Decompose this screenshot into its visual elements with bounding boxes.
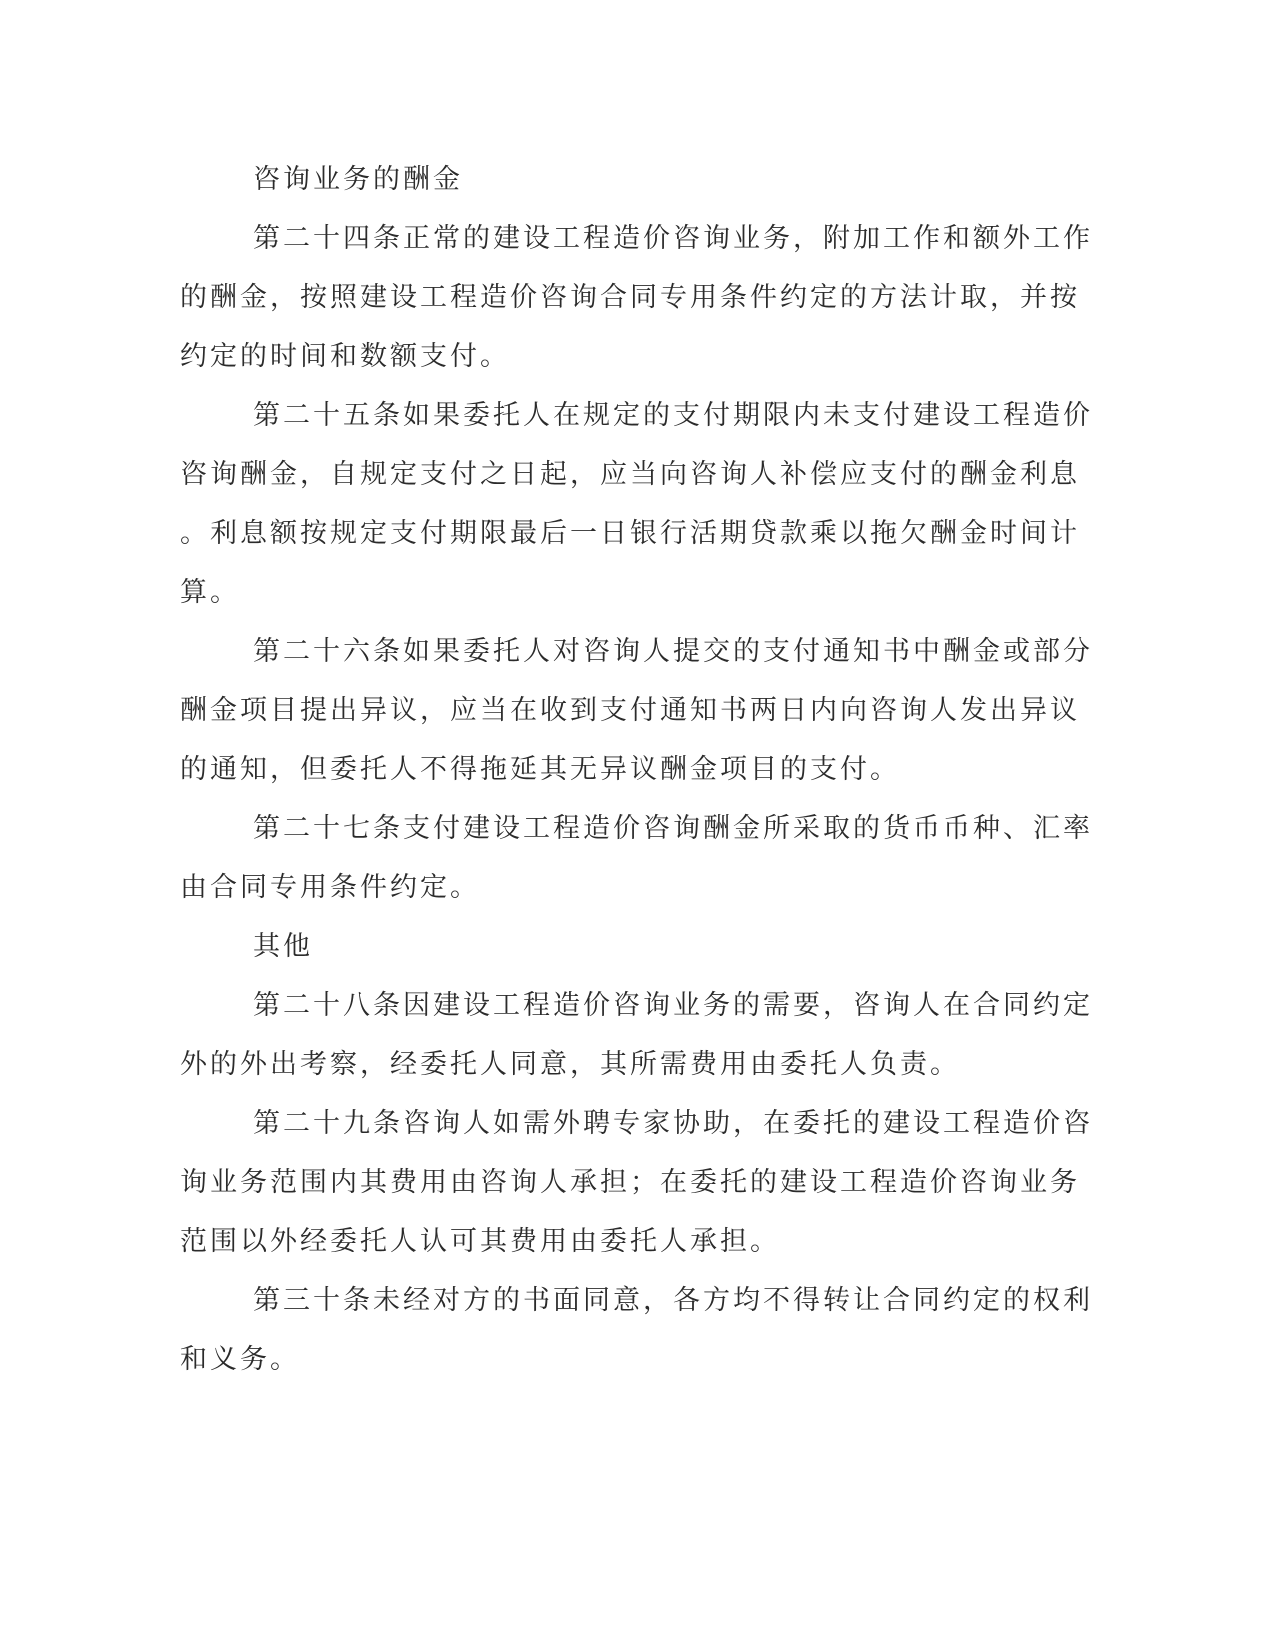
article-29-line-2: 询业务范围内其费用由咨询人承担；在委托的建设工程造价咨询业务 [180,1167,1080,1198]
article-29-line-1: 第二十九条咨询人如需外聘专家协助，在委托的建设工程造价咨 [253,1108,1093,1139]
article-30-line-2: 和义务。 [180,1344,300,1375]
article-25-line-2: 咨询酬金，自规定支付之日起，应当向咨询人补偿应支付的酬金利息 [180,459,1080,490]
article-26-line-3: 的通知，但委托人不得拖延其无异议酬金项目的支付。 [180,754,900,785]
article-24-line-1: 第二十四条正常的建设工程造价咨询业务，附加工作和额外工作 [253,223,1093,254]
article-28-line-2: 外的外出考察，经委托人同意，其所需费用由委托人负责。 [180,1049,960,1080]
article-24-line-3: 约定的时间和数额支付。 [180,341,510,372]
contract-text [180,150,1093,1389]
article-29-line-3: 范围以外经委托人认可其费用由委托人承担。 [180,1226,780,1257]
article-26-line-2: 酬金项目提出异议，应当在收到支付通知书两日内向咨询人发出异议 [180,695,1080,726]
article-27-line-1: 第二十七条支付建设工程造价咨询酬金所采取的货币币种、汇率 [253,813,1093,844]
article-28-line-1: 第二十八条因建设工程造价咨询业务的需要，咨询人在合同约定 [253,990,1093,1021]
article-26-line-1: 第二十六条如果委托人对咨询人提交的支付通知书中酬金或部分 [253,636,1093,667]
article-25-line-1: 第二十五条如果委托人在规定的支付期限内未支付建设工程造价 [253,400,1093,431]
section-heading-consulting-fees: 咨询业务的酬金 [253,164,463,195]
section-heading-other: 其他 [253,931,313,962]
article-30-line-1: 第三十条未经对方的书面同意，各方均不得转让合同约定的权利 [253,1285,1093,1316]
article-27-line-2: 由合同专用条件约定。 [180,872,480,903]
article-25-line-3: 。利息额按规定支付期限最后一日银行活期贷款乘以拖欠酬金时间计 [180,518,1080,549]
article-25-line-4: 算。 [180,577,240,608]
article-24-line-2: 的酬金，按照建设工程造价咨询合同专用条件约定的方法计取，并按 [180,282,1080,313]
